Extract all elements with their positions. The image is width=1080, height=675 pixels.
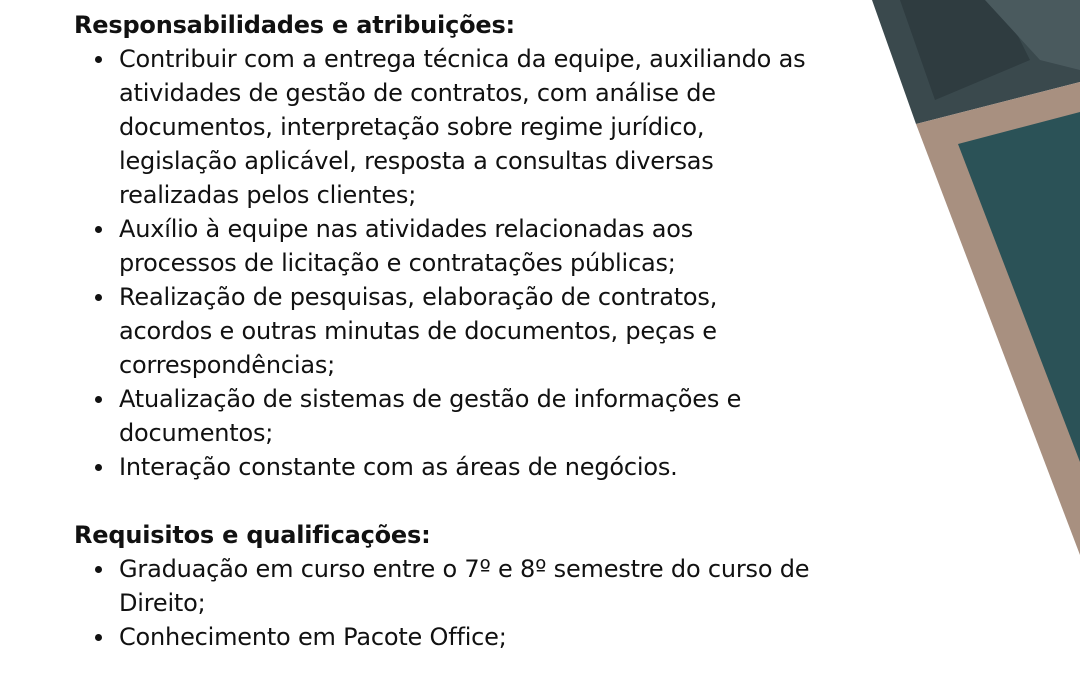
- list-item-text: Contribuir com a entrega técnica da equipe, auxiliando as atividades de gestão de contratos, com análise de documentos, interpretação sobre regime jurídico, legislação aplicável, resposta a consultas diversas realizadas pelos clientes;: [119, 45, 806, 209]
- requirements-list: [74, 552, 814, 654]
- bullet-icon: [95, 294, 102, 301]
- bullet-icon: [95, 566, 102, 573]
- photo-background: [872, 0, 1080, 124]
- list-item: [74, 450, 814, 484]
- list-item: [74, 552, 814, 620]
- list-item-text: Graduação em curso entre o 7º e 8º semestre do curso de Direito;: [119, 555, 810, 617]
- photo-suit-shading: [900, 0, 1030, 100]
- job-description: [74, 8, 814, 654]
- responsibilities-heading: Responsabilidades e atribuições:: [74, 11, 515, 39]
- list-item-text: Atualização de sistemas de gestão de informações e documentos;: [119, 385, 742, 447]
- list-item-text: Conhecimento em Pacote Office;: [119, 623, 507, 651]
- bullet-icon: [95, 396, 102, 403]
- list-item: [74, 280, 814, 382]
- section-spacer: [74, 484, 814, 518]
- bullet-icon: [95, 226, 102, 233]
- list-item: [74, 382, 814, 450]
- list-item-text: Interação constante com as áreas de negócios.: [119, 453, 678, 481]
- bullet-icon: [95, 634, 102, 641]
- bullet-icon: [95, 56, 102, 63]
- list-item: [74, 212, 814, 280]
- list-item-text: Realização de pesquisas, elaboração de contratos, acordos e outras minutas de documentos, peças e correspondências;: [119, 283, 718, 379]
- list-item: [74, 620, 814, 654]
- list-item-text: Auxílio à equipe nas atividades relacionadas aos processos de licitação e contratações públicas;: [119, 215, 694, 277]
- teal-panel: [958, 112, 1080, 462]
- requirements-heading: Requisitos e qualificações:: [74, 521, 431, 549]
- responsibilities-list: [74, 42, 814, 484]
- photo-suit-highlight: [985, 0, 1080, 70]
- bullet-icon: [95, 464, 102, 471]
- list-item: [74, 42, 814, 212]
- tan-frame: [916, 82, 1080, 555]
